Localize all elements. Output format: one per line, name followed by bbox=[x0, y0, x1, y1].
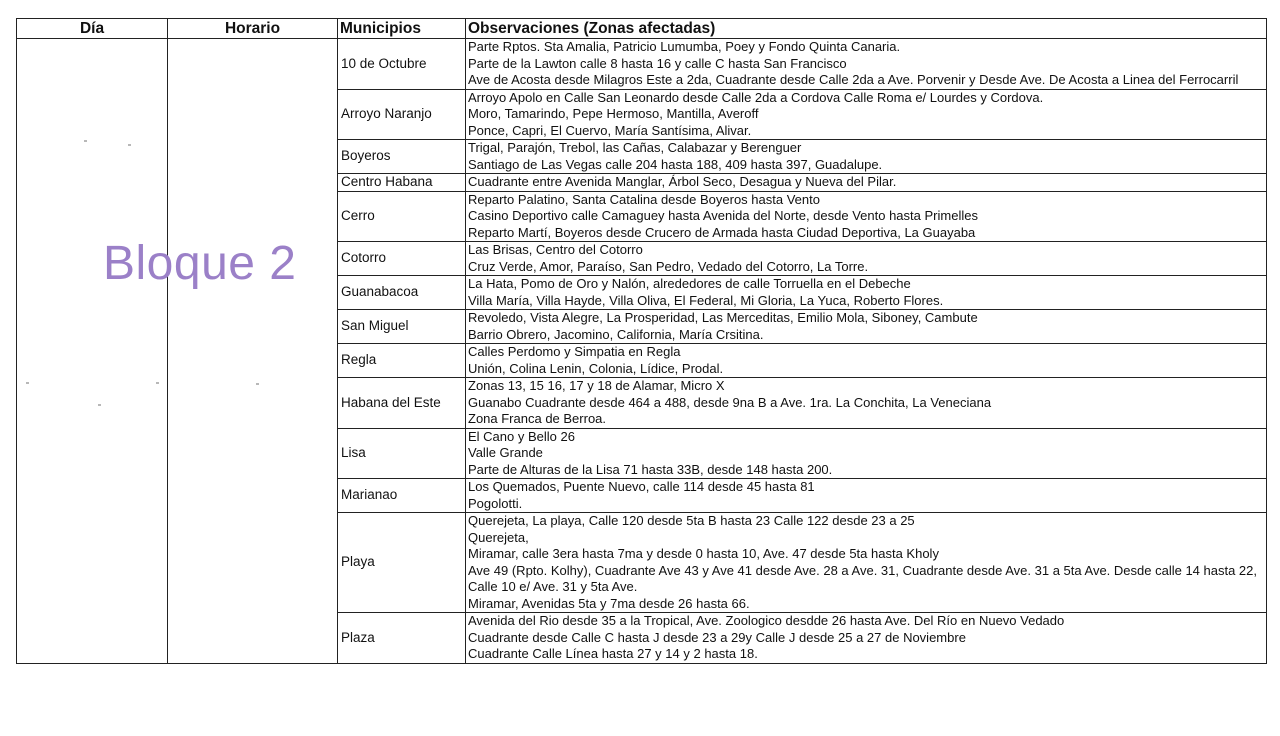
observacion-line: Miramar, Avenidas 5ta y 7ma desde 26 hasta 66. bbox=[468, 595, 750, 611]
observacion-line: Revoledo, Vista Alegre, La Prosperidad, Las Merceditas, Emilio Mola, Siboney, Cambute bbox=[468, 310, 978, 325]
observacion-line: Reparto Martí, Boyeros desde Crucero de Armada hasta Ciudad Deportiva, La Guayaba bbox=[468, 224, 976, 240]
observacion-line: Ave de Acosta desde Milagros Este a 2da, Cuadrante desde Calle 2da a Ave. Porvenir y Desde Ave. De Acosta a Linea del Ferrocarril bbox=[468, 72, 1239, 87]
observaciones-cell bbox=[466, 39, 1267, 90]
scan-speck bbox=[256, 383, 259, 385]
observaciones-cell bbox=[466, 276, 1267, 310]
table-row bbox=[17, 39, 1267, 90]
scan-speck bbox=[84, 140, 87, 142]
observacion-line: Ave 49 (Rpto. Kolhy), Cuadrante Ave 43 y Ave 41 desde Ave. 28 a Ave. 31, Cuadrante desde Ave. 31 a 5ta Ave. Desde calle 14 hasta 22, Calle 10 e/ Ave. 31 y 5ta Ave. bbox=[468, 562, 1257, 594]
observaciones-cell bbox=[466, 310, 1267, 344]
observaciones-cell bbox=[466, 428, 1267, 479]
observaciones-cell bbox=[466, 513, 1267, 613]
observacion-line: Pogolotti. bbox=[468, 495, 523, 511]
observacion-line: Zonas 13, 15 16, 17 y 18 de Alamar, Micro X bbox=[468, 378, 725, 393]
observacion-line: Valle Grande bbox=[468, 445, 543, 460]
observaciones-cell bbox=[466, 89, 1267, 140]
observacion-line: Querejeta, La playa, Calle 120 desde 5ta B hasta 23 Calle 122 desde 23 a 25 bbox=[468, 513, 915, 528]
municipio-cell: Arroyo Naranjo bbox=[338, 89, 466, 140]
observaciones-cell bbox=[466, 242, 1267, 276]
municipio-cell: Boyeros bbox=[338, 140, 466, 174]
observacion-line: Reparto Palatino, Santa Catalina desde Boyeros hasta Vento bbox=[468, 191, 820, 207]
scan-speck bbox=[98, 404, 101, 406]
municipio-cell: 10 de Octubre bbox=[338, 39, 466, 90]
observaciones-cell bbox=[466, 479, 1267, 513]
header-row bbox=[17, 19, 1267, 39]
schedule-table bbox=[16, 18, 1267, 664]
municipio-cell: Plaza bbox=[338, 613, 466, 664]
observacion-line: Los Quemados, Puente Nuevo, calle 114 desde 45 hasta 81 bbox=[468, 479, 815, 494]
observacion-line: El Cano y Bello 26 bbox=[468, 428, 575, 444]
municipio-cell: Playa bbox=[338, 513, 466, 613]
observacion-line: Cuadrante desde Calle C hasta J desde 23 a 29y Calle J desde 25 a 27 de Noviembre bbox=[468, 629, 966, 645]
observacion-line: Las Brisas, Centro del Cotorro bbox=[468, 242, 643, 257]
observacion-line: Villa María, Villa Hayde, Villa Oliva, El Federal, Mi Gloria, La Yuca, Roberto Flores. bbox=[468, 292, 944, 308]
observaciones-cell bbox=[466, 378, 1267, 429]
observaciones-cell bbox=[466, 191, 1267, 242]
scan-speck bbox=[156, 382, 159, 384]
observacion-line: Moro, Tamarindo, Pepe Hermoso, Mantilla, Averoff bbox=[468, 106, 759, 121]
observacion-line: Cruz Verde, Amor, Paraíso, San Pedro, Vedado del Cotorro, La Torre. bbox=[468, 258, 869, 274]
municipio-cell: Regla bbox=[338, 344, 466, 378]
header-municipios: Municipios bbox=[338, 19, 466, 39]
municipio-cell: Lisa bbox=[338, 428, 466, 479]
observacion-line: Avenida del Rio desde 35 a la Tropical, Ave. Zoologico desdde 26 hasta Ave. Del Río en Nuevo Vedado bbox=[468, 613, 1065, 628]
observacion-line: Santiago de Las Vegas calle 204 hasta 188, 409 hasta 397, Guadalupe. bbox=[468, 156, 883, 172]
observaciones-cell bbox=[466, 140, 1267, 174]
municipio-cell: San Miguel bbox=[338, 310, 466, 344]
observacion-line: Parte de la Lawton calle 8 hasta 16 y calle C hasta San Francisco bbox=[468, 55, 847, 71]
observacion-line: Unión, Colina Lenin, Colonia, Lídice, Prodal. bbox=[468, 360, 724, 376]
observacion-line: Parte Rptos. Sta Amalia, Patricio Lumumba, Poey y Fondo Quinta Canaria. bbox=[468, 39, 901, 54]
block-label: Bloque 2 bbox=[103, 237, 297, 290]
header-horario: Horario bbox=[168, 19, 338, 39]
observacion-line: Guanabo Cuadrante desde 464 a 488, desde 9na B a Ave. 1ra. La Conchita, La Veneciana bbox=[468, 394, 992, 410]
municipio-cell: Centro Habana bbox=[338, 174, 466, 192]
observacion-line: Arroyo Apolo en Calle San Leonardo desde Calle 2da a Cordova Calle Roma e/ Lourdes y Cordova. bbox=[468, 89, 1044, 105]
observacion-line: Cuadrante Calle Línea hasta 27 y 14 y 2 hasta 18. bbox=[468, 646, 758, 661]
horario-cell bbox=[168, 39, 338, 664]
header-dia: Día bbox=[17, 19, 168, 39]
municipio-cell: Cerro bbox=[338, 191, 466, 242]
municipio-cell: Habana del Este bbox=[338, 378, 466, 429]
observaciones-cell bbox=[466, 344, 1267, 378]
municipio-cell: Marianao bbox=[338, 479, 466, 513]
observacion-line: Querejeta, bbox=[468, 529, 529, 545]
observacion-line: Parte de Alturas de la Lisa 71 hasta 33B, desde 148 hasta 200. bbox=[468, 461, 833, 477]
scan-speck bbox=[26, 382, 29, 384]
observacion-line: Casino Deportivo calle Camaguey hasta Avenida del Norte, desde Vento hasta Primelles bbox=[468, 208, 978, 223]
municipio-cell: Cotorro bbox=[338, 242, 466, 276]
observacion-line: Cuadrante entre Avenida Manglar, Árbol Seco, Desagua y Nueva del Pilar. bbox=[468, 174, 897, 189]
observacion-line: Miramar, calle 3era hasta 7ma y desde 0 hasta 10, Ave. 47 desde 5ta hasta Kholy bbox=[468, 546, 939, 561]
observaciones-cell bbox=[466, 174, 1267, 192]
observacion-line: Zona Franca de Berroa. bbox=[468, 411, 607, 426]
dia-cell bbox=[17, 39, 168, 664]
municipio-cell: Guanabacoa bbox=[338, 276, 466, 310]
scan-speck bbox=[128, 144, 131, 146]
observacion-line: Trigal, Parajón, Trebol, las Cañas, Calabazar y Berenguer bbox=[468, 140, 802, 155]
header-observaciones: Observaciones (Zonas afectadas) bbox=[466, 19, 1267, 39]
observacion-line: Calles Perdomo y Simpatia en Regla bbox=[468, 344, 681, 359]
observacion-line: Ponce, Capri, El Cuervo, María Santísima, Alivar. bbox=[468, 122, 752, 138]
observaciones-cell bbox=[466, 613, 1267, 664]
observacion-line: Barrio Obrero, Jacomino, California, María Crsitina. bbox=[468, 326, 764, 342]
observacion-line: La Hata, Pomo de Oro y Nalón, alrededores de calle Torruella en el Debeche bbox=[468, 276, 911, 291]
